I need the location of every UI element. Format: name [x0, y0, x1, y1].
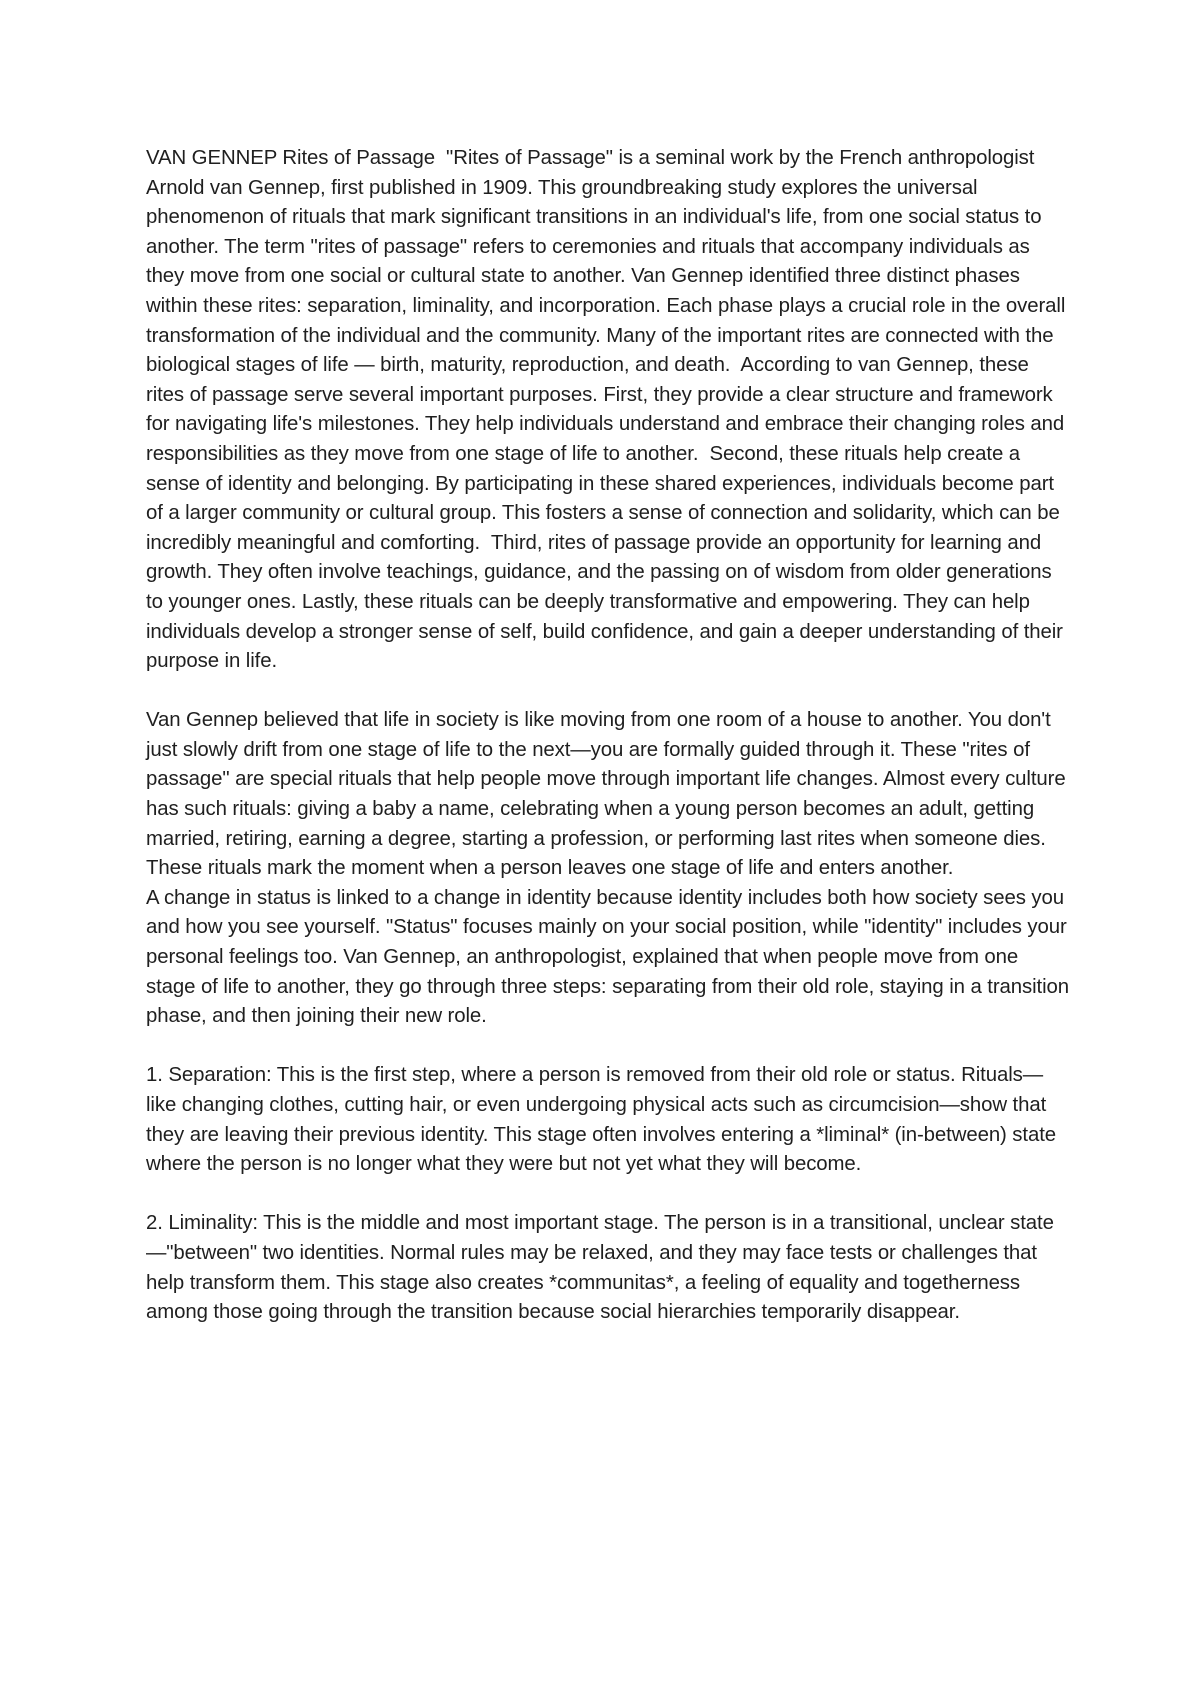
paragraph-status-identity: A change in status is linked to a change in identity because identity includes both how society sees you and how you see yourself. "Status" focuses mainly on your social position, while "identity" includes your personal feelings too. Van Gennep, an anthropologist, explained that when people move from one stage of life to another, they go through three steps: separating from their old role, staying in a transition phase, and then joining their new role.	[146, 886, 1075, 1028]
paragraph-life-in-society: Van Gennep believed that life in society is like moving from one room of a house to another. You don't just slowly drift from one stage of life to the next—you are formally guided through it. These "rites of passage" are special rituals that help people move through important life changes. Almost every culture has such rituals: giving a baby a name, celebrating when a young person becomes an adult, getting married, retiring, earning a degree, starting a profession, or performing last rites when someone dies. These rituals mark the moment when a person leaves one stage of life and enters another.	[146, 709, 1072, 880]
paragraph-spacer	[146, 1032, 1070, 1062]
paragraph-separation: 1. Separation: This is the first step, where a person is removed from their old role or status. Rituals—like changing clothes, cutting hair, or even undergoing physical acts such as circumcision—show that they are leaving their previous identity. This stage often involves entering a *liminal* (in-between) state where the person is no longer what they were but not yet what they will become.	[146, 1064, 1062, 1176]
paragraph-spacer	[146, 1180, 1070, 1210]
paragraph-intro: VAN GENNEP Rites of Passage "Rites of Passage" is a seminal work by the French anthropologist Arnold van Gennep, first published in 1909. This groundbreaking study explores the universal phenomenon of rituals that mark significant transitions in an individual's life, from one social status to another. The term "rites of passage" refers to ceremonies and rituals that accompany individuals as they move from one social or cultural state to another. Van Gennep identified three distinct phases within these rites: separation, liminality, and incorporation. Each phase plays a crucial role in the overall transformation of the individual and the community. Many of the important rites are connected with the biological stages of life — birth, maturity, reproduction, and death. According to van Gennep, these rites of passage serve several important purposes. First, they provide a clear structure and framework for navigating life's milestones. They help individuals understand and embrace their changing roles and responsibilities as they move from one stage of life to another. Second, these rituals help create a sense of identity and belonging. By participating in these shared experiences, individuals become part of a larger community or cultural group. This fosters a sense of connection and solidarity, which can be incredibly meaningful and comforting. Third, rites of passage provide an opportunity for learning and growth. They often involve teachings, guidance, and the passing on of wisdom from older generations to younger ones. Lastly, these rituals can be deeply transformative and empowering. They can help individuals develop a stronger sense of self, build confidence, and gain a deeper understanding of their purpose in life.	[146, 147, 1071, 673]
document-body	[146, 144, 1075, 1328]
paragraph-spacer	[146, 677, 1070, 707]
paragraph-liminality: 2. Liminality: This is the middle and most important stage. The person is in a transitional, unclear state—"between" two identities. Normal rules may be relaxed, and they may face tests or challenges that help transform them. This stage also creates *communitas*, a feeling of equality and togetherness among those going through the transition because social hierarchies temporarily disappear.	[146, 1212, 1054, 1324]
